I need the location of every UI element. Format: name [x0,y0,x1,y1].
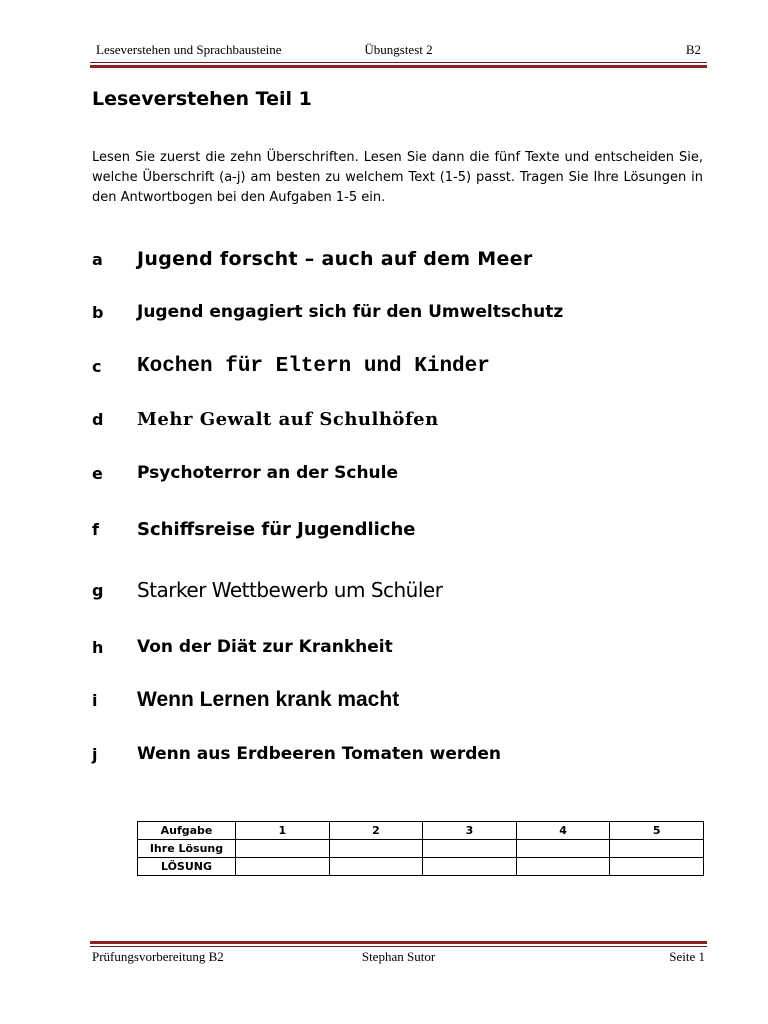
headline-letter: i [92,690,98,710]
headline-letter: f [92,519,99,539]
footer-center-text: Stephan Sutor [361,949,436,964]
footer-divider-thin [90,946,707,947]
answer-table [137,821,704,876]
header-left-text: Leseverstehen und Sprachbausteine [96,42,282,57]
answer-cell[interactable] [423,840,517,858]
footer-page-number: Seite 1 [669,949,705,964]
headline-text: Starker Wettbewerb um Schüler [137,578,443,602]
instructions-text: Lesen Sie zuerst die zehn Überschriften. Lesen Sie dann die fünf Texte und entscheiden Sie, welche Überschrift (a-j) am besten zu welchem Text (1-5) passt. Tragen Sie Ihre Lösungen in den Antwortbogen bei den Aufgaben 1-5 ein. [92,150,703,205]
headline-text: Psychoterror an der Schule [137,463,399,483]
solution-cell[interactable] [329,858,423,876]
table-header-cell: 3 [423,822,517,840]
table-row-loesung [138,858,704,876]
answer-cell[interactable] [236,840,330,858]
page-footer [92,949,705,969]
footer-left-text: Prüfungsvorbereitung B2 [92,949,224,964]
table-row-ihre-loesung [138,840,704,858]
headline-text: Wenn Lernen krank macht [137,688,400,711]
headline-letter: d [92,409,104,429]
page-header [92,42,705,62]
table-header-cell: 2 [329,822,423,840]
table-header-cell: 5 [610,822,704,840]
header-center-text: Übungstest 2 [364,42,433,57]
footer-divider-thick [90,941,707,944]
headline-text: Jugend forscht – auch auf dem Meer [137,248,533,270]
table-header-cell: 4 [516,822,610,840]
table-header-row [138,822,704,840]
headline-text: Wenn aus Erdbeeren Tomaten werden [137,744,502,764]
header-divider-thin [90,62,707,63]
page-title: Leseverstehen Teil 1 [92,88,312,110]
headline-text: Schiffsreise für Jugendliche [137,518,416,540]
headline-text: Mehr Gewalt auf Schulhöfen [137,408,439,430]
headline-letter: c [92,356,102,376]
headline-text: Kochen für Eltern und Kinder [137,354,490,378]
answer-cell[interactable] [610,840,704,858]
headline-letter: j [92,744,98,764]
headline-letter: b [92,302,104,322]
answer-cell[interactable] [516,840,610,858]
header-right-text: B2 [685,42,701,57]
table-row-label: LÖSUNG [138,858,236,876]
table-row-label: Ihre Lösung [138,840,236,858]
solution-cell[interactable] [236,858,330,876]
solution-cell[interactable] [610,858,704,876]
table-header-cell: 1 [236,822,330,840]
headline-letter: h [92,637,104,657]
headline-text: Jugend engagiert sich für den Umweltschutz [137,302,564,322]
solution-cell[interactable] [516,858,610,876]
solution-cell[interactable] [423,858,517,876]
answer-cell[interactable] [329,840,423,858]
table-header-cell: Aufgabe [138,822,236,840]
headline-text: Von der Diät zur Krankheit [137,637,393,657]
headline-letter: e [92,463,103,483]
header-divider-thick [90,65,707,68]
headline-letter: g [92,580,104,600]
headline-letter: a [92,249,103,269]
